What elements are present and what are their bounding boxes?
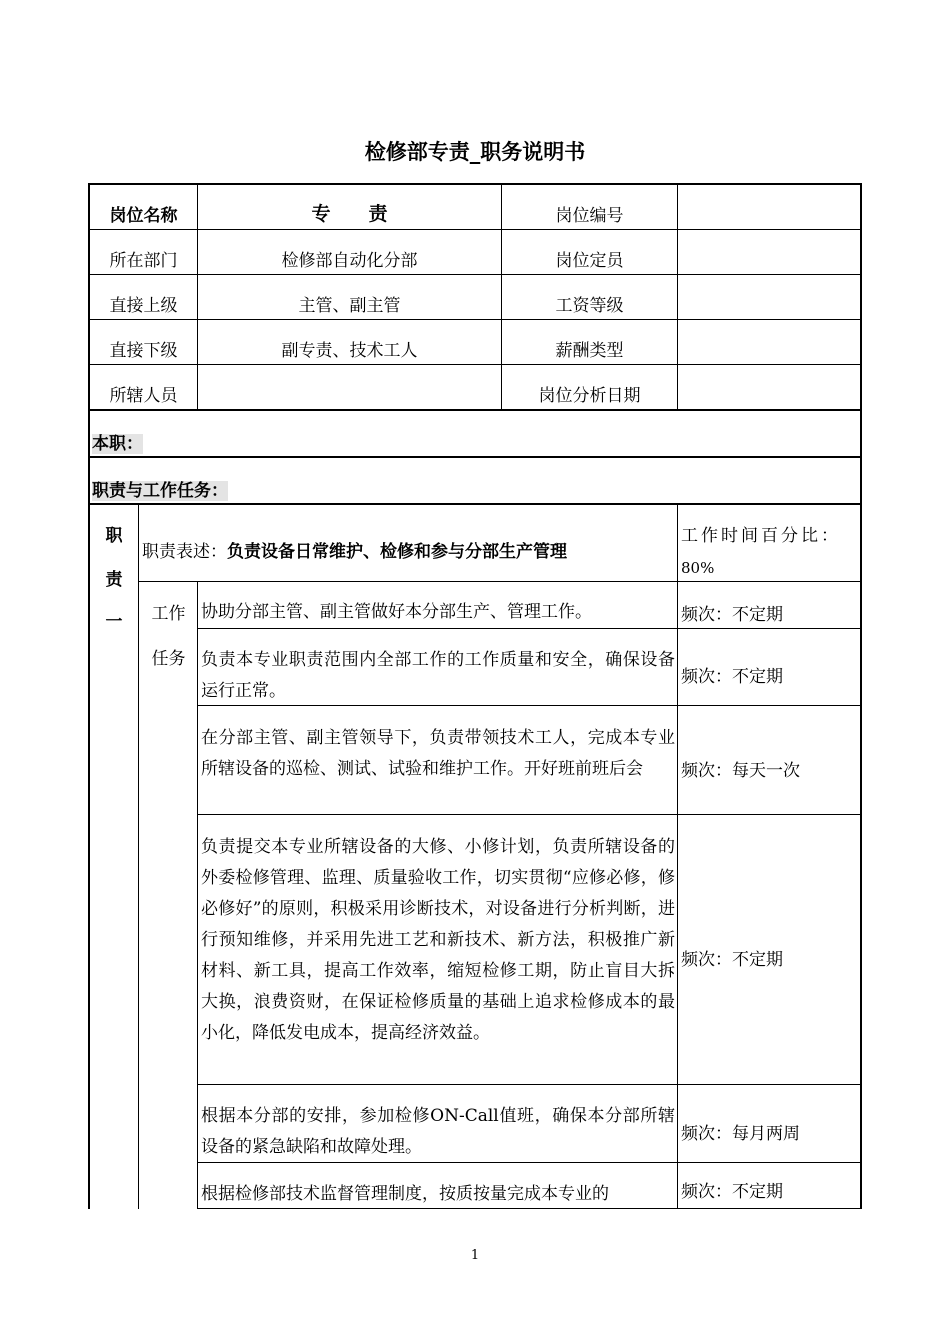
time-percent-value: 80% bbox=[681, 559, 715, 577]
duty-group-char-1: 职 bbox=[105, 526, 123, 546]
page-title: 检修部专责_职务说明书 bbox=[364, 140, 586, 164]
duty-description-text: 负责设备日常维护、检修和参与分部生产管理 bbox=[227, 542, 567, 562]
section-tasks-label: 职责与工作任务： bbox=[92, 481, 228, 501]
task-4: 负责提交本专业所辖设备的大修、小修计划，负责所辖设备的外委检修管理、监理、质量验收工作，切实贯彻“应修必修，修必修好”的原则，积极采用诊断技术，对设备进行分析判断，进行预知维修，并采用先进工艺和新技术、新方法，积极推广新材料、新工具，提高工作效率，缩短检修工期，防止盲目大拆大换，浪费资财，在保证检修质量的基础上追求检修成本的最小化，降低发电成本，提高经济效益。 bbox=[201, 837, 675, 1043]
section-duty-label: 本职： bbox=[92, 434, 143, 454]
section-duty bbox=[92, 432, 143, 456]
task-5-frequency: 频次：每月两周 bbox=[681, 1124, 800, 1144]
task-2: 负责本专业职责范围内全部工作的工作质量和安全，确保设备运行正常。 bbox=[201, 650, 675, 701]
task-1: 协助分部主管、副主管做好本分部生产、管理工作。 bbox=[201, 602, 592, 622]
task-4-frequency: 频次：不定期 bbox=[681, 950, 783, 970]
label-analysis-date: 岗位分析日期 bbox=[538, 386, 641, 406]
task-5: 根据本分部的安排，参加检修ON-Call值班，确保本分部所辖设备的紧急缺陷和故障处理。 bbox=[201, 1106, 675, 1157]
task-6-frequency: 频次：不定期 bbox=[681, 1182, 783, 1202]
time-percent-label: 工作时间百分比： bbox=[681, 526, 841, 546]
label-supervisor: 直接上级 bbox=[109, 296, 178, 316]
task-3: 在分部主管、副主管领导下，负责带领技术工人，完成本专业所辖设备的巡检、测试、试验和维护工作。开好班前班后会 bbox=[201, 728, 675, 779]
task-1-frequency: 频次：不定期 bbox=[681, 605, 783, 625]
label-staff: 所辖人员 bbox=[109, 386, 178, 406]
task-3-frequency: 频次：每天一次 bbox=[681, 761, 800, 781]
label-salary-type: 薪酬类型 bbox=[555, 341, 624, 361]
section-tasks bbox=[92, 479, 228, 503]
duty-group-char-2: 责 bbox=[105, 570, 123, 590]
work-label-line-1: 工作 bbox=[151, 604, 186, 624]
work-label-line-2: 任务 bbox=[151, 649, 186, 669]
label-pay-grade: 工资等级 bbox=[555, 296, 624, 316]
label-position-name: 岗位名称 bbox=[109, 206, 178, 226]
value-subordinates: 副专责、技术工人 bbox=[281, 341, 418, 361]
page-number: 1 bbox=[470, 1248, 480, 1263]
task-6: 根据检修部技术监督管理制度，按质按量完成本专业的 bbox=[201, 1184, 609, 1204]
duty-group-char-3: 一 bbox=[105, 612, 123, 632]
label-subordinates: 直接下级 bbox=[109, 341, 178, 361]
label-department: 所在部门 bbox=[109, 251, 178, 271]
label-headcount: 岗位定员 bbox=[555, 251, 624, 271]
label-position-code: 岗位编号 bbox=[555, 206, 624, 226]
value-position-name: 专 责 bbox=[311, 203, 388, 225]
value-department: 检修部自动化分部 bbox=[281, 251, 418, 271]
duty-description bbox=[142, 540, 672, 564]
duty-description-prefix: 职责表述： bbox=[142, 542, 227, 562]
task-2-frequency: 频次：不定期 bbox=[681, 667, 783, 687]
value-supervisor: 主管、副主管 bbox=[298, 296, 401, 316]
